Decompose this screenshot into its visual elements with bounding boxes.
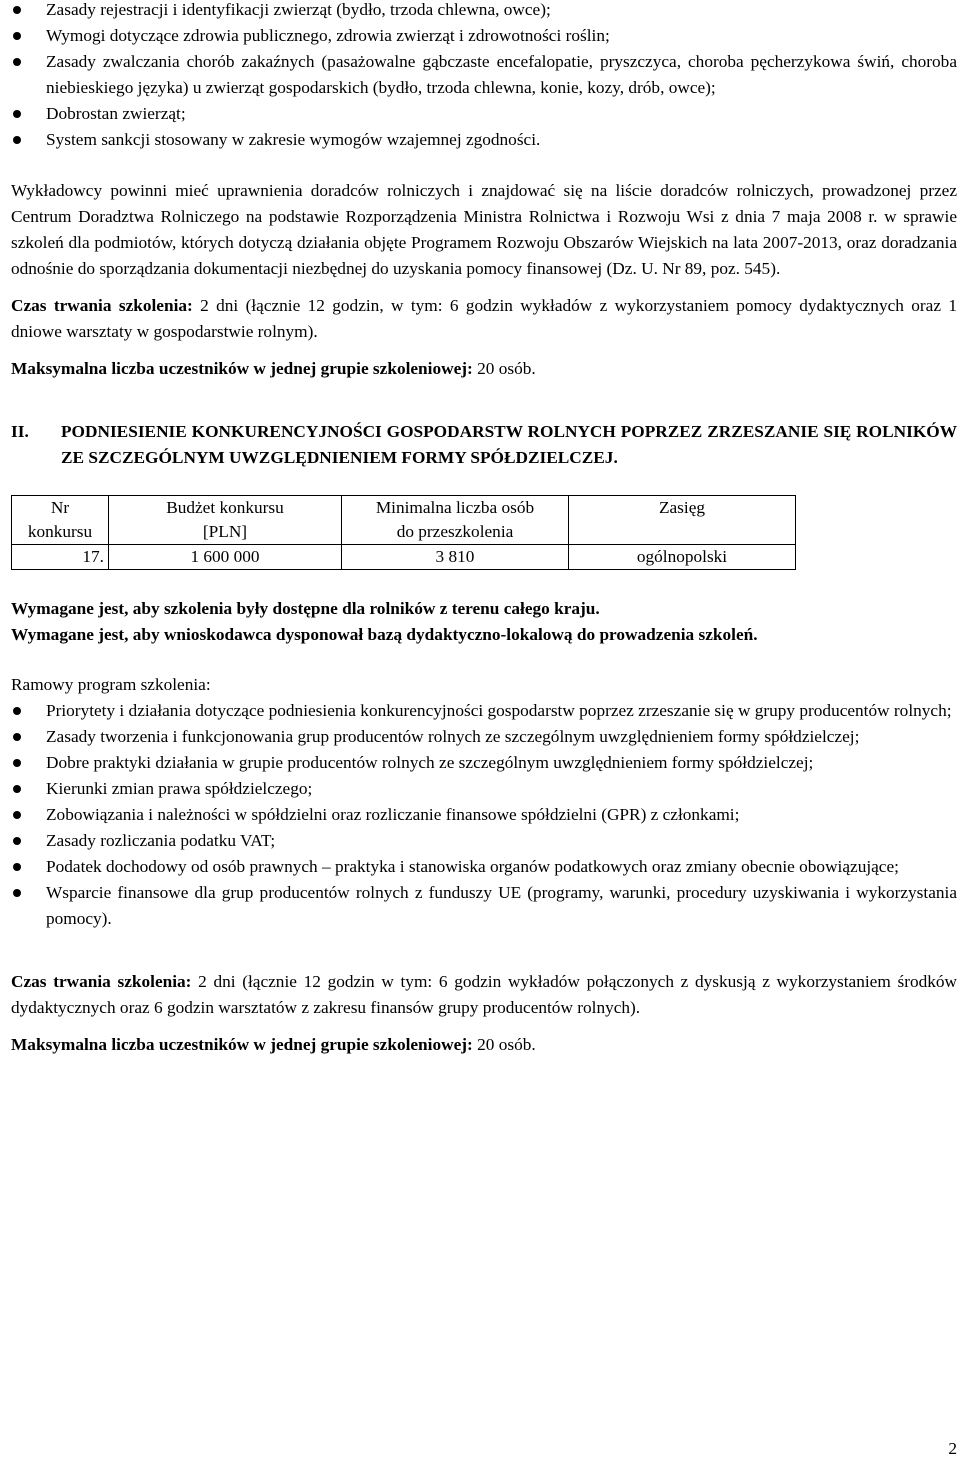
document-page <box>11 0 957 1058</box>
duration-paragraph-2 <box>11 969 957 1021</box>
max-participants-label: Maksymalna liczba uczestników w jednej grupie szkoleniowej: <box>11 359 473 378</box>
max-participants-value: 20 osób. <box>472 359 536 378</box>
table-cell: 3 810 <box>342 545 569 570</box>
header-cell: Zasięg <box>569 496 796 545</box>
program-heading: Ramowy program szkolenia: <box>11 675 211 694</box>
duration-paragraph-1 <box>11 293 957 345</box>
list-item: System sankcji stosowany w zakresie wymogów wzajemnej zgodności. <box>11 127 957 153</box>
duration-label: Czas trwania szkolenia: <box>11 972 192 991</box>
program-bullet-list <box>11 698 957 932</box>
table-cell: ogólnopolski <box>569 545 796 570</box>
max-participants-1 <box>11 356 957 382</box>
header-cell: Minimalna liczba osób do przeszkolenia <box>342 496 569 545</box>
list-item: Zasady zwalczania chorób zakaźnych (pasażowalne gąbczaste encefalopatie, pryszczyca, choroba pęcherzykowa świń, choroba niebieskiego języka) u zwierząt gospodarskich (bydło, trzoda chlewna, konie, kozy, drób, owce); <box>11 49 957 101</box>
list-item: Podatek dochodowy od osób prawnych – praktyka i stanowiska organów podatkowych oraz zmiany obecnie obowiązujące; <box>11 854 957 880</box>
section-heading <box>11 419 957 471</box>
list-item: Dobre praktyki działania w grupie producentów rolnych ze szczególnym uwzględnieniem formy spółdzielczej; <box>11 750 957 776</box>
list-item: Zasady rejestracji i identyfikacji zwierząt (bydło, trzoda chlewna, owce); <box>11 0 957 23</box>
table-cell: 17. <box>12 545 109 570</box>
section-number: II. <box>11 422 29 441</box>
duration-text: 2 dni (łącznie 12 godzin w tym: 6 godzin wykładów połączonych z dyskusją z wykorzystaniem środków dydaktycznych oraz 6 godzin warsztatów z zakresu finansów grupy producentów rolnych). <box>11 972 957 1017</box>
duration-text: 2 dni (łącznie 12 godzin, w tym: 6 godzin wykładów z wykorzystaniem pomocy dydaktycznych oraz 1 dniowe warsztaty w gospodarstwie rolnym). <box>11 296 958 341</box>
max-participants-label: Maksymalna liczba uczestników w jednej grupie szkoleniowej: <box>11 1035 473 1054</box>
list-item: Zasady tworzenia i funkcjonowania grup producentów rolnych ze szczególnym uwzględnieniem formy spółdzielczej; <box>11 724 957 750</box>
contest-table <box>11 495 796 570</box>
max-participants-2 <box>11 1032 957 1058</box>
list-item: Kierunki zmian prawa spółdzielczego; <box>11 776 957 802</box>
list-item: Zasady rozliczania podatku VAT; <box>11 828 957 854</box>
requirement-1: Wymagane jest, aby szkolenia były dostępne dla rolników z terenu całego kraju. <box>11 599 600 618</box>
duration-label: Czas trwania szkolenia: <box>11 296 193 315</box>
header-cell: Nr konkursu <box>12 496 109 545</box>
table-cell: 1 600 000 <box>109 545 342 570</box>
page-number: 2 <box>948 1439 957 1458</box>
lecturers-paragraph: Wykładowcy powinni mieć uprawnienia doradców rolniczych i znajdować się na liście doradców rolniczych, prowadzonej przez Centrum Doradztwa Rolniczego na podstawie Rozporządzenia Ministra Rolnictwa i Rozwoju Wsi z dnia 7 maja 2008 r. w sprawie szkoleń dla podmiotów, których dotyczą działania objęte Programem Rozwoju Obszarów Wiejskich na lata 2007-2013, oraz doradzania odnośnie do sporządzania dokumentacji niezbędnej do uzyskania pomocy finansowej (Dz. U. Nr 89, poz. 545). <box>11 181 957 278</box>
section-title: PODNIESIENIE KONKURENCYJNOŚCI GOSPODARSTW ROLNYCH POPRZEZ ZRZESZANIE SIĘ ROLNIKÓW ZE SZCZEGÓLNYM UWZGLĘDNIENIEM FORMY SPÓŁDZIELCZEJ. <box>61 422 957 467</box>
list-item: Wsparcie finansowe dla grup producentów rolnych z funduszy UE (programy, warunki, procedury uzyskiwania i wykorzystania pomocy). <box>11 880 957 932</box>
max-participants-value: 20 osób. <box>472 1035 536 1054</box>
top-bullet-list <box>11 0 957 153</box>
requirement-2: Wymagane jest, aby wnioskodawca dysponował bazą dydaktyczno-lokalową do prowadzenia szkoleń. <box>11 625 758 644</box>
header-cell: Budżet konkursu [PLN] <box>109 496 342 545</box>
list-item: Zobowiązania i należności w spółdzielni oraz rozliczanie finansowe spółdzielni (GPR) z członkami; <box>11 802 957 828</box>
table-row <box>12 545 796 570</box>
list-item: Dobrostan zwierząt; <box>11 101 957 127</box>
list-item: Priorytety i działania dotyczące podniesienia konkurencyjności gospodarstw poprzez zrzeszanie się w grupy producentów rolnych; <box>11 698 957 724</box>
list-item: Wymogi dotyczące zdrowia publicznego, zdrowia zwierząt i zdrowotności roślin; <box>11 23 957 49</box>
table-header-row <box>12 496 796 545</box>
